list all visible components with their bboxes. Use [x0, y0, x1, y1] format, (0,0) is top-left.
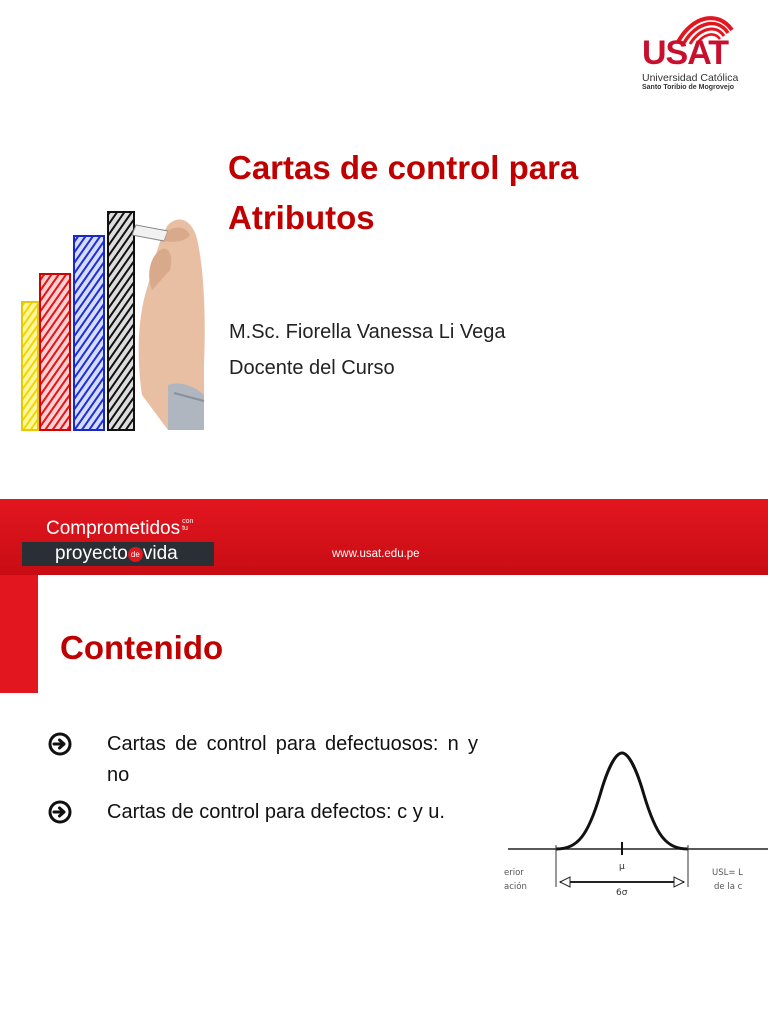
list-item [48, 797, 478, 828]
accent-strip [0, 575, 38, 693]
bullet-text: Cartas de control para defectuosos: n y no [107, 733, 478, 786]
arrowhead-left-icon [560, 877, 570, 887]
right-label-line-2: de la c [714, 882, 743, 892]
blue-bar [74, 236, 104, 430]
tagline-badge [22, 542, 214, 566]
footer-band [0, 499, 768, 575]
logo-university-name: Universidad Católica [642, 72, 739, 84]
circled-arrow-right-icon [48, 732, 72, 756]
title-line-1: Cartas de control para [228, 149, 579, 186]
author-role: Docente del Curso [229, 357, 395, 379]
mean-label: μ [619, 862, 625, 872]
author-name: M.Sc. Fiorella Vanessa Li Vega [229, 321, 506, 343]
left-label-line-2: ación [504, 882, 527, 892]
red-bar [40, 274, 70, 430]
left-label-line-1: erior [504, 868, 524, 878]
tagline-small-text [182, 518, 193, 532]
arrowhead-right-icon [674, 877, 684, 887]
yellow-bar [22, 302, 38, 430]
hand-with-marker-icon [132, 220, 205, 430]
black-bar [108, 212, 134, 430]
tagline-main-text: Comprometidos [46, 518, 181, 539]
logo-wordmark: USAT [642, 34, 729, 72]
bar-chart-drawing-illustration [18, 195, 208, 430]
tagline-con: con [182, 518, 194, 525]
website-url: www.usat.edu.pe [332, 548, 420, 560]
normal-distribution-figure [504, 745, 768, 905]
usat-logo [640, 18, 750, 98]
bullet-list [48, 729, 478, 834]
tagline-committed [46, 518, 193, 540]
list-item [48, 729, 478, 791]
tagline-vida: vida [142, 543, 178, 564]
tagline-tu: tu [182, 525, 188, 532]
presentation-title [228, 143, 648, 243]
tagline-de-circle: de [128, 547, 143, 562]
bullet-text: Cartas de control para defectos: c y u. [107, 801, 445, 823]
title-line-2: Atributos [228, 199, 375, 236]
content-slide [0, 575, 768, 1024]
spread-label: 6σ [616, 888, 628, 898]
right-label-line-1: USL= L [712, 868, 743, 878]
circled-arrow-right-icon [48, 800, 72, 824]
author-block [229, 314, 505, 386]
logo-university-subname: Santo Toribio de Mogrovejo [642, 84, 735, 91]
slide-heading: Contenido [60, 629, 224, 666]
tagline-proyecto: proyecto [55, 543, 128, 564]
bell-curve [556, 753, 688, 849]
